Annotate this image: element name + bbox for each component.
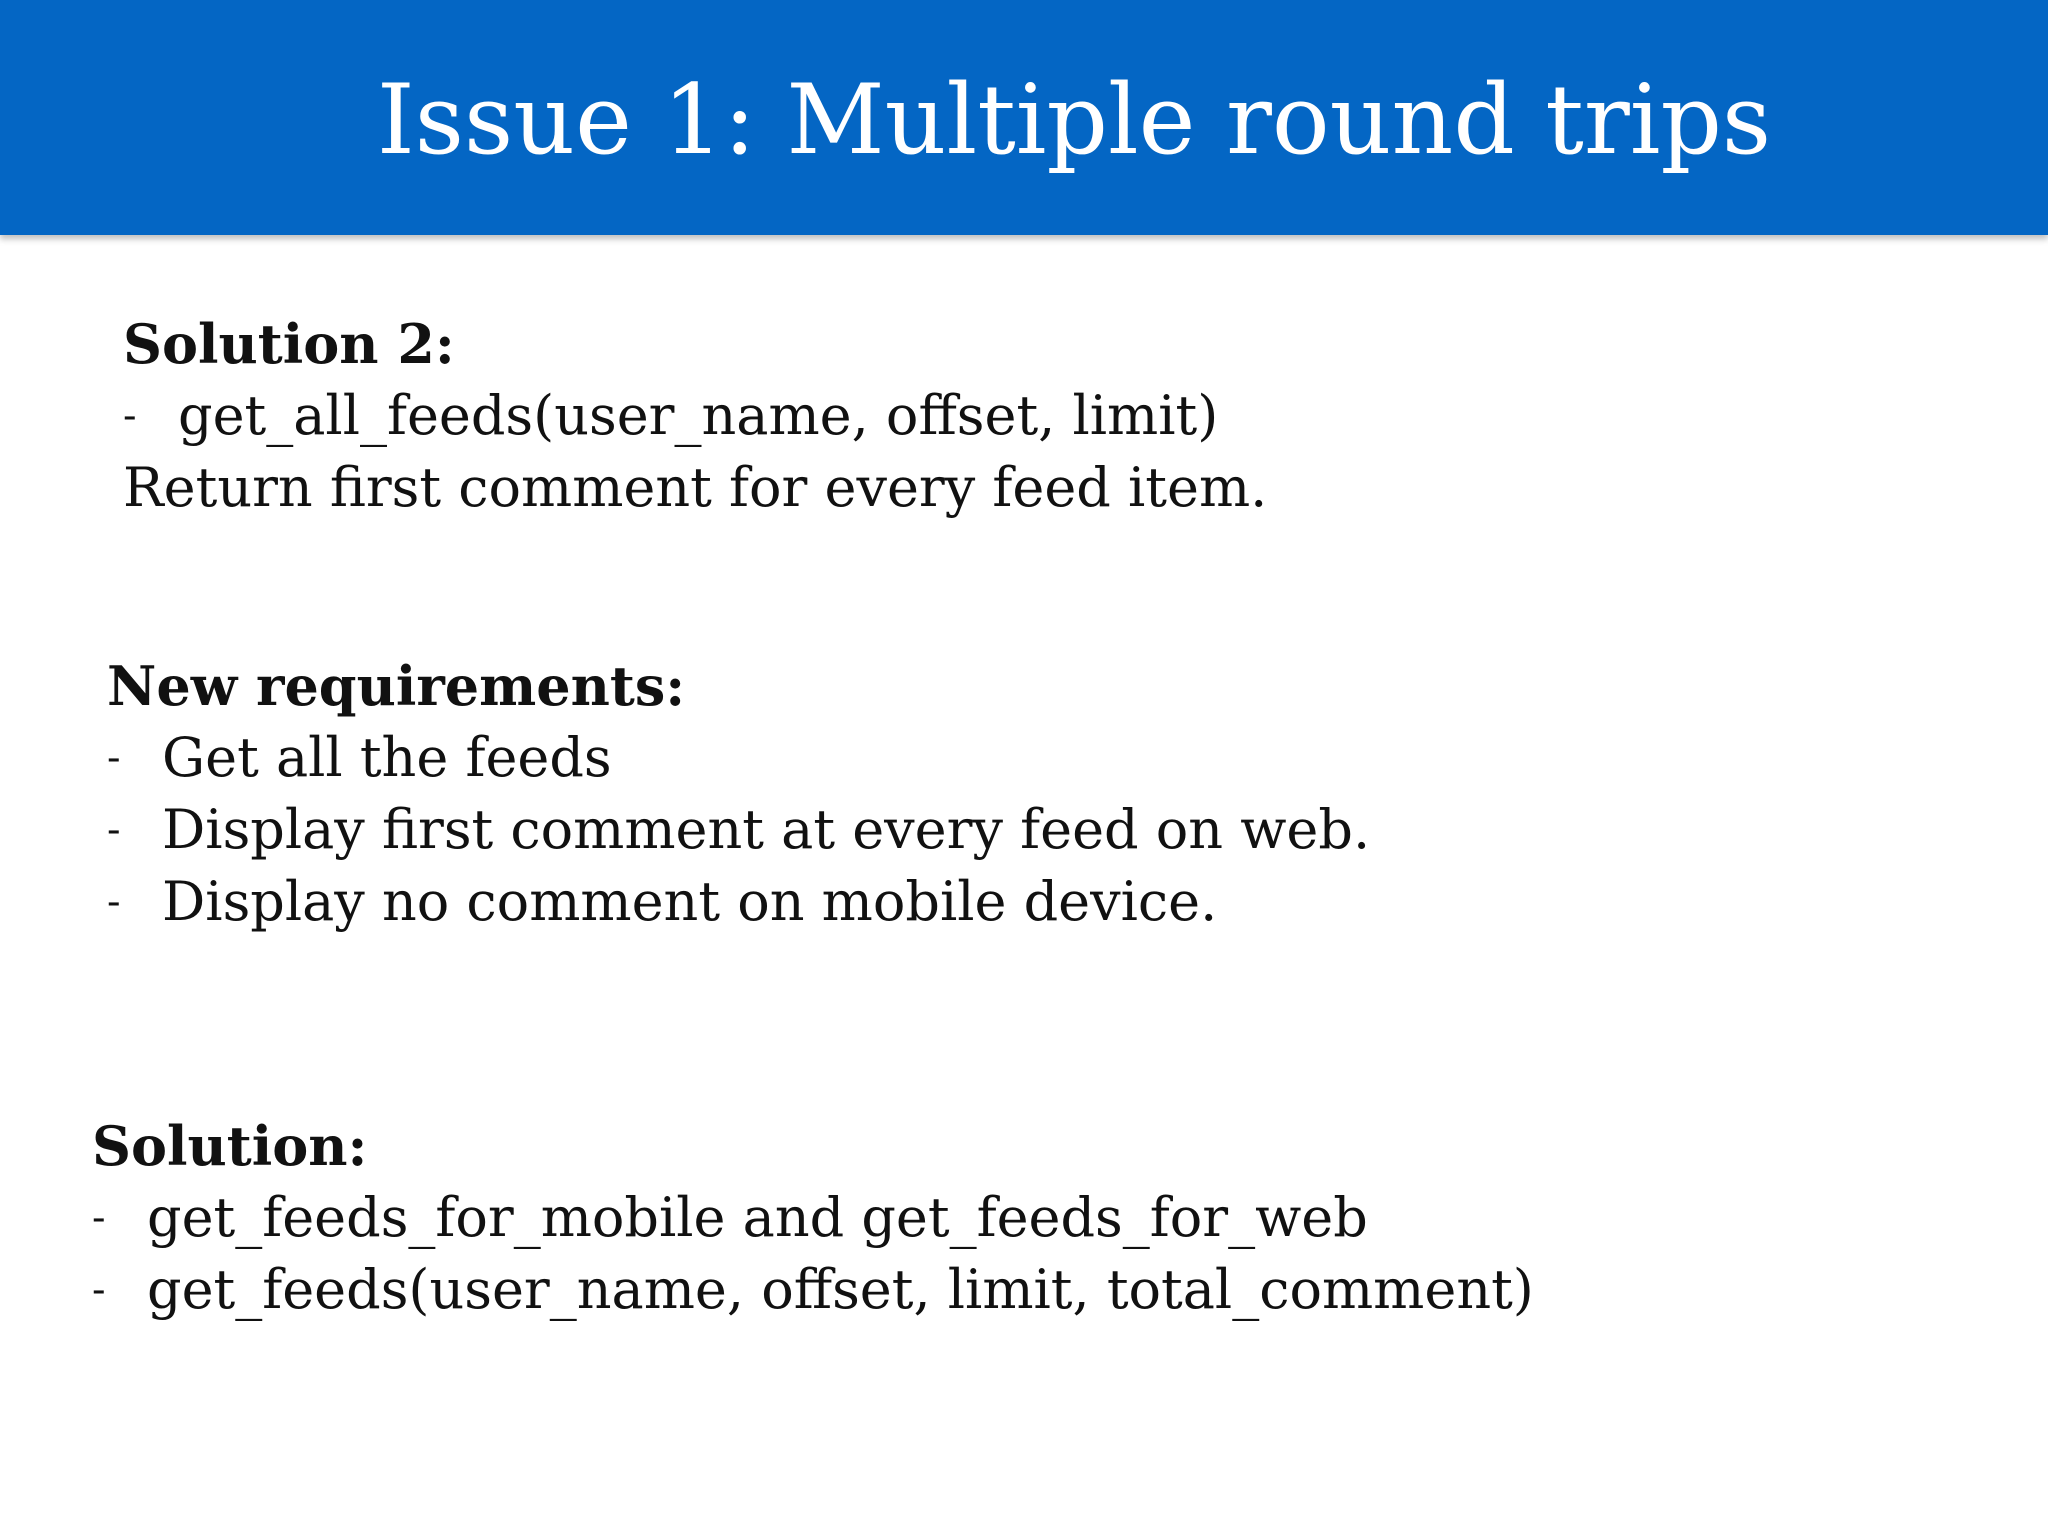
bullet-text: get_all_feeds(user_name, offset, limit) <box>178 384 1219 447</box>
bullet-text: get_feeds_for_mobile and get_feeds_for_web <box>147 1186 1368 1249</box>
requirements-heading: New requirements: <box>107 654 686 718</box>
title-bar <box>0 0 2048 235</box>
solution-2-note: Return first comment for every feed item. <box>123 456 1268 519</box>
bullet-marker: - <box>123 393 137 439</box>
bullet-marker: - <box>107 879 121 925</box>
bullet-text: get_feeds(user_name, offset, limit, total_comment) <box>147 1258 1534 1321</box>
bullet-text: Get all the feeds <box>162 726 612 789</box>
bullet-marker: - <box>107 735 121 781</box>
list-item <box>107 722 1370 794</box>
bullet-text: Display no comment on mobile device. <box>162 870 1218 933</box>
solution-2-heading: Solution 2: <box>123 312 455 376</box>
list-item <box>123 380 1267 452</box>
bullet-marker: - <box>107 807 121 853</box>
slide-title: Issue 1: Multiple round trips <box>376 64 1772 176</box>
bullet-marker: - <box>92 1267 106 1313</box>
list-item <box>107 866 1370 938</box>
bullet-marker: - <box>92 1195 106 1241</box>
solution-section <box>92 1110 1534 1326</box>
list-item <box>92 1182 1534 1254</box>
list-item <box>107 794 1370 866</box>
list-item <box>92 1254 1534 1326</box>
solution-heading: Solution: <box>92 1114 368 1178</box>
solution-2-section <box>123 308 1267 524</box>
requirements-section <box>107 650 1370 938</box>
bullet-text: Display first comment at every feed on web. <box>162 798 1371 861</box>
